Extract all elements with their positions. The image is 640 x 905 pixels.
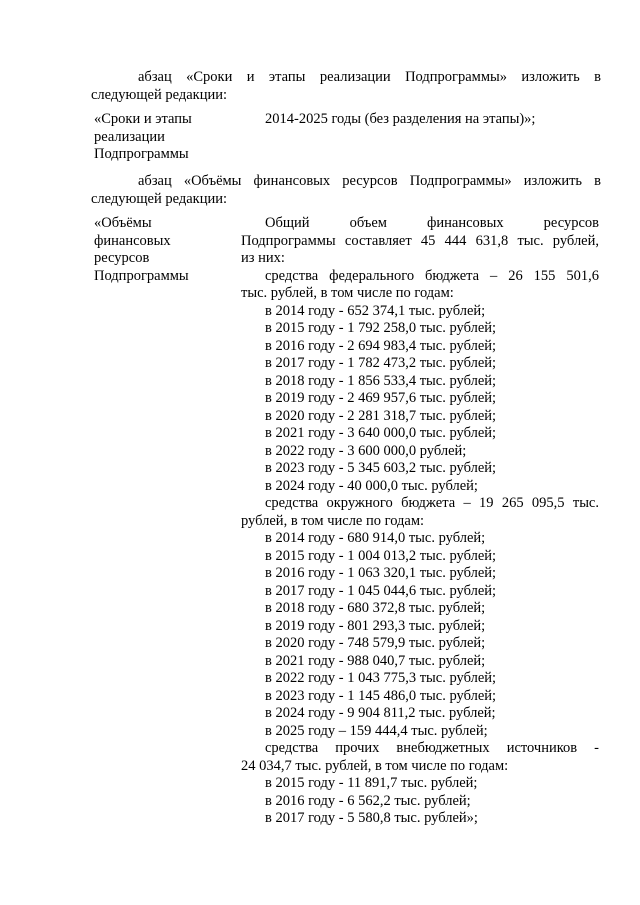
paragraph-line: следующей редакции: xyxy=(91,190,228,207)
year-amount-line: в 2016 году - 2 694 983,4 тыс. рублей; xyxy=(265,337,497,354)
federal-budget-line: тыс. рублей, в том числе по годам: xyxy=(241,285,454,301)
other-years-list xyxy=(241,775,599,828)
paragraph-line: абзац «Сроки и этапы реализации Подпрограммы» изложить в xyxy=(138,69,601,85)
label-line: финансовых xyxy=(94,232,171,249)
value-line: Подпрограммы составляет 45 444 631,8 тыс. рублей, xyxy=(241,232,599,249)
okrug-years-list xyxy=(241,530,599,740)
okrug-budget-line: рублей, в том числе по годам: xyxy=(241,512,425,529)
terms-label xyxy=(94,111,234,164)
label-line: ресурсов xyxy=(94,250,150,266)
year-amount-line: в 2015 году - 11 891,7 тыс. рублей; xyxy=(265,775,478,791)
year-amount-line: в 2018 году - 680 372,8 тыс. рублей; xyxy=(265,600,486,616)
value-line: 2014-2025 годы (без разделения на этапы)»; xyxy=(265,111,536,127)
label-line: Подпрограммы xyxy=(94,146,189,162)
year-amount-line: в 2024 году - 9 904 811,2 тыс. рублей; xyxy=(265,705,496,721)
value-line: из них: xyxy=(241,250,285,266)
year-amount-line: в 2021 году - 988 040,7 тыс. рублей; xyxy=(265,652,486,669)
year-amount-line: в 2014 году - 680 914,0 тыс. рублей; xyxy=(265,530,486,546)
year-amount-line: в 2014 году - 652 374,1 тыс. рублей; xyxy=(265,302,486,319)
year-amount-line: в 2022 году - 3 600 000,0 рублей; xyxy=(265,442,467,459)
year-amount-line: в 2020 году - 2 281 318,7 тыс. рублей; xyxy=(265,407,497,424)
paragraph-funding-instruction xyxy=(91,173,601,208)
year-amount-line: в 2015 году - 1 792 258,0 тыс. рублей; xyxy=(265,320,497,336)
year-amount-line: в 2017 году - 1 045 044,6 тыс. рублей; xyxy=(265,582,497,599)
federal-years-list xyxy=(241,303,599,496)
paragraph-terms-instruction xyxy=(91,69,601,104)
other-sources-line: 24 034,7 тыс. рублей, в том числе по годам: xyxy=(241,757,509,774)
federal-budget-line: средства федерального бюджета – 26 155 501,6 xyxy=(265,267,599,284)
label-line: Подпрограммы xyxy=(94,267,189,284)
year-amount-line: в 2023 году - 5 345 603,2 тыс. рублей; xyxy=(265,460,497,476)
year-amount-line: в 2024 году - 40 000,0 тыс. рублей; xyxy=(265,477,478,494)
value-line: Общий объем финансовых ресурсов xyxy=(265,215,599,231)
paragraph-line: абзац «Объёмы финансовых ресурсов Подпрограммы» изложить в xyxy=(138,173,601,189)
year-amount-line: в 2016 году - 6 562,2 тыс. рублей; xyxy=(265,792,471,809)
year-amount-line: в 2017 году - 5 580,8 тыс. рублей»; xyxy=(265,810,478,826)
year-amount-line: в 2025 году – 159 444,4 тыс. рублей; xyxy=(265,722,488,739)
label-line: «Сроки и этапы xyxy=(94,111,192,127)
year-amount-line: в 2017 году - 1 782 473,2 тыс. рублей; xyxy=(265,355,497,371)
year-amount-line: в 2015 году - 1 004 013,2 тыс. рублей; xyxy=(265,547,497,564)
other-sources-line: средства прочих внебюджетных источников - xyxy=(265,740,599,756)
funding-value xyxy=(241,215,599,828)
paragraph-line: следующей редакции: xyxy=(91,86,228,103)
year-amount-line: в 2019 году - 2 469 957,6 тыс. рублей; xyxy=(265,390,497,406)
label-line: «Объёмы xyxy=(94,215,152,231)
year-amount-line: в 2021 году - 3 640 000,0 тыс. рублей; xyxy=(265,425,497,441)
funding-label xyxy=(94,215,234,285)
okrug-budget-line: средства окружного бюджета – 19 265 095,5 тыс. xyxy=(265,495,599,511)
year-amount-line: в 2019 году - 801 293,3 тыс. рублей; xyxy=(265,617,486,634)
year-amount-line: в 2018 году - 1 856 533,4 тыс. рублей; xyxy=(265,372,497,389)
year-amount-line: в 2016 году - 1 063 320,1 тыс. рублей; xyxy=(265,565,497,581)
label-line: реализации xyxy=(94,128,165,145)
year-amount-line: в 2023 году - 1 145 486,0 тыс. рублей; xyxy=(265,687,497,704)
year-amount-line: в 2022 году - 1 043 775,3 тыс. рублей; xyxy=(265,670,497,686)
terms-value xyxy=(241,111,599,129)
year-amount-line: в 2020 году - 748 579,9 тыс. рублей; xyxy=(265,635,486,651)
